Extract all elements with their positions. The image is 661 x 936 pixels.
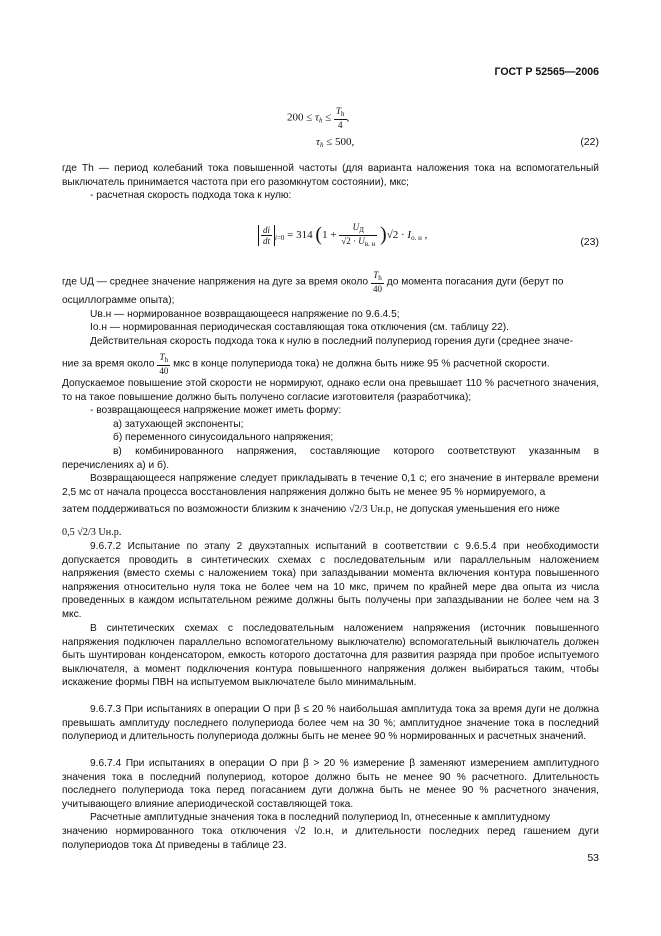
paragraph-ud-definition (62, 270, 599, 294)
list-item-c: в) комбинированного напряжения, составляющие которого соответствуют указанным в перечислениях а) и б). (62, 446, 599, 471)
list-item-a: а) затухающей экспоненты; (113, 419, 244, 430)
paragraph-9-6-7-4: 9.6.7.4 При испытаниях в операции О при β > 20 % измерение β заменяют измерением амплитудного значения тока в последний полупериод, которое должно быть не менее 90 % расчетного. Длительность последнего полупериода тока перед погасанием дуги должна быть не менее 90 % расчетного значения, учитывающего влияние апериодической составляющей тока. (62, 758, 599, 810)
equation-23: $\frac{di}{dt}$ $_{i=0}$ = 314 (1 + $\frac{U_Д}{√2 \cdot U_{в. н}}$ )$√2 \cdot I_{о. н}$ , (258, 222, 427, 249)
paragraph-recovery-time: Возвращающееся напряжение следует прикладывать в течение 0,1 с; его значение в интервале времени 2,5 мс от начала процесса восстановления напряжения должно быть не менее 95 % нормируемого, а (62, 473, 599, 498)
document-header: ГОСТ Р 52565—2006 (494, 66, 599, 78)
paragraph-oscillogram: осциллограмме опыта); (62, 295, 175, 306)
sqrt-value: √2/3 Uн.р (348, 504, 391, 515)
paragraph-avg-value (62, 352, 599, 376)
equation-number-23: (23) (580, 236, 599, 248)
paragraph-actual-rate: Действительная скорость подхода тока к нулю в последний полупериод горения дуги (среднее значе- (90, 336, 574, 347)
page-number: 53 (587, 852, 599, 864)
fraction-th-40-b: $\frac{T_h}{40}$ (159, 352, 169, 376)
paragraph-maintain-value (62, 503, 599, 517)
equation-number-22: (22) (580, 136, 599, 148)
list-item-b: б) переменного синусоидального напряжения; (113, 432, 334, 443)
paragraph-current-rate: - расчетная скорость подхода тока к нулю: (90, 190, 292, 201)
paragraph-ion: Iо.н — нормированная периодическая составляющая тока отключения (см. таблицу 22). (90, 322, 510, 333)
fraction-th-40: $\frac{T_h}{40}$ (372, 270, 382, 294)
paragraph-9-6-7-3: 9.6.7.3 При испытаниях в операции О при β ≤ 20 % наибольшая амплитуда тока за время дуги не должна превышать амплитуду последнего полупериода более чем на 30 %; амплитудное значение тока в последний полупериод и длительность полупериода должны быть не менее 90 % нормированных и расчетных значений. (62, 704, 599, 743)
avg-text-end: мкс в конце полупериода тока) не должна быть ниже 95 % расчетной скорости. (173, 358, 550, 370)
paragraph-min-value: 0,5 √2/3 Uн.р. (62, 527, 122, 538)
paragraph-uvn: Uв.н — нормированное возвращающееся напряжение по 9.6.4.5; (90, 309, 400, 320)
paragraph-9-6-7-2: 9.6.7.2 Испытание по этапу 2 двухэтапных испытаний в соответствии с 9.6.5.4 при необходимости допускается проводить в синтетических схемах с последовательным или параллельным наложением напряжения (вместо схемы с наложением тока) при запаздывании момента включения контура повышенного напряжения относительно нуля тока не более чем на 10 мкс, причем по крайней мере два опыта из числа проведенных в каждом испытательном режиме должны быть получены при запаздывании не более чем на 3 мкс. (62, 541, 599, 620)
paragraph-th-definition: где Th — период колебаний тока повышенной частоты (для варианта наложения тока на вспомогательный выключатель принимается частота при его разомкнутом состоянии), мкс; (62, 163, 599, 188)
ud-text-end: до момента погасания дуги (берут по (386, 276, 564, 288)
maintain-text-end: , не допуская уменьшения его ниже (390, 504, 560, 515)
paragraph-allowed-increase: Допускаемое повышение этой скорости не нормируют, однако если она превышает 110 % расчетного значения, то на такое повышение должно быть получено согласие изготовителя (разработчика); (62, 378, 599, 403)
paragraph-calc-amplitudes-a: Расчетные амплитудные значения тока в последний полупериод In, отнесенные к амплитудному (90, 812, 551, 823)
equation-tau-range: $200 \le \tau_h$ ≤ $\frac{T_h}{4}$ , (287, 106, 350, 130)
paragraph-calc-amplitudes-b: значению нормированного тока отключения √2 Iо.н, и длительности последних перед гашением дуги полупериодов тока Δt приведены в таблице 23. (62, 826, 599, 851)
ud-text-start: где UД — среднее значение напряжения на дуге за время около (62, 276, 369, 288)
avg-text-start: ние за время около (62, 358, 155, 370)
maintain-text-start: затем поддерживаться по возможности близким к значению (62, 504, 347, 515)
paragraph-synthetic-schemes: В синтетических схемах с последовательным наложением напряжения (источник повышенного напряжения подключен параллельно вспомогательному выключателю) вспомогательный выключатель должен быть шунтирован конденсатором, емкость которого достаточна для развития разряда при пробое испытуемого выключателя, а момент подключения контура повышенного напряжения должен выбираться таким, чтобы искажение формы ПВН на испытуемом выключателе было минимальным. (62, 623, 599, 689)
paragraph-recovery-form: - возвращающееся напряжение может иметь форму: (90, 405, 342, 416)
equation-tau-max: $\tau_h \le 500$, (316, 136, 355, 149)
